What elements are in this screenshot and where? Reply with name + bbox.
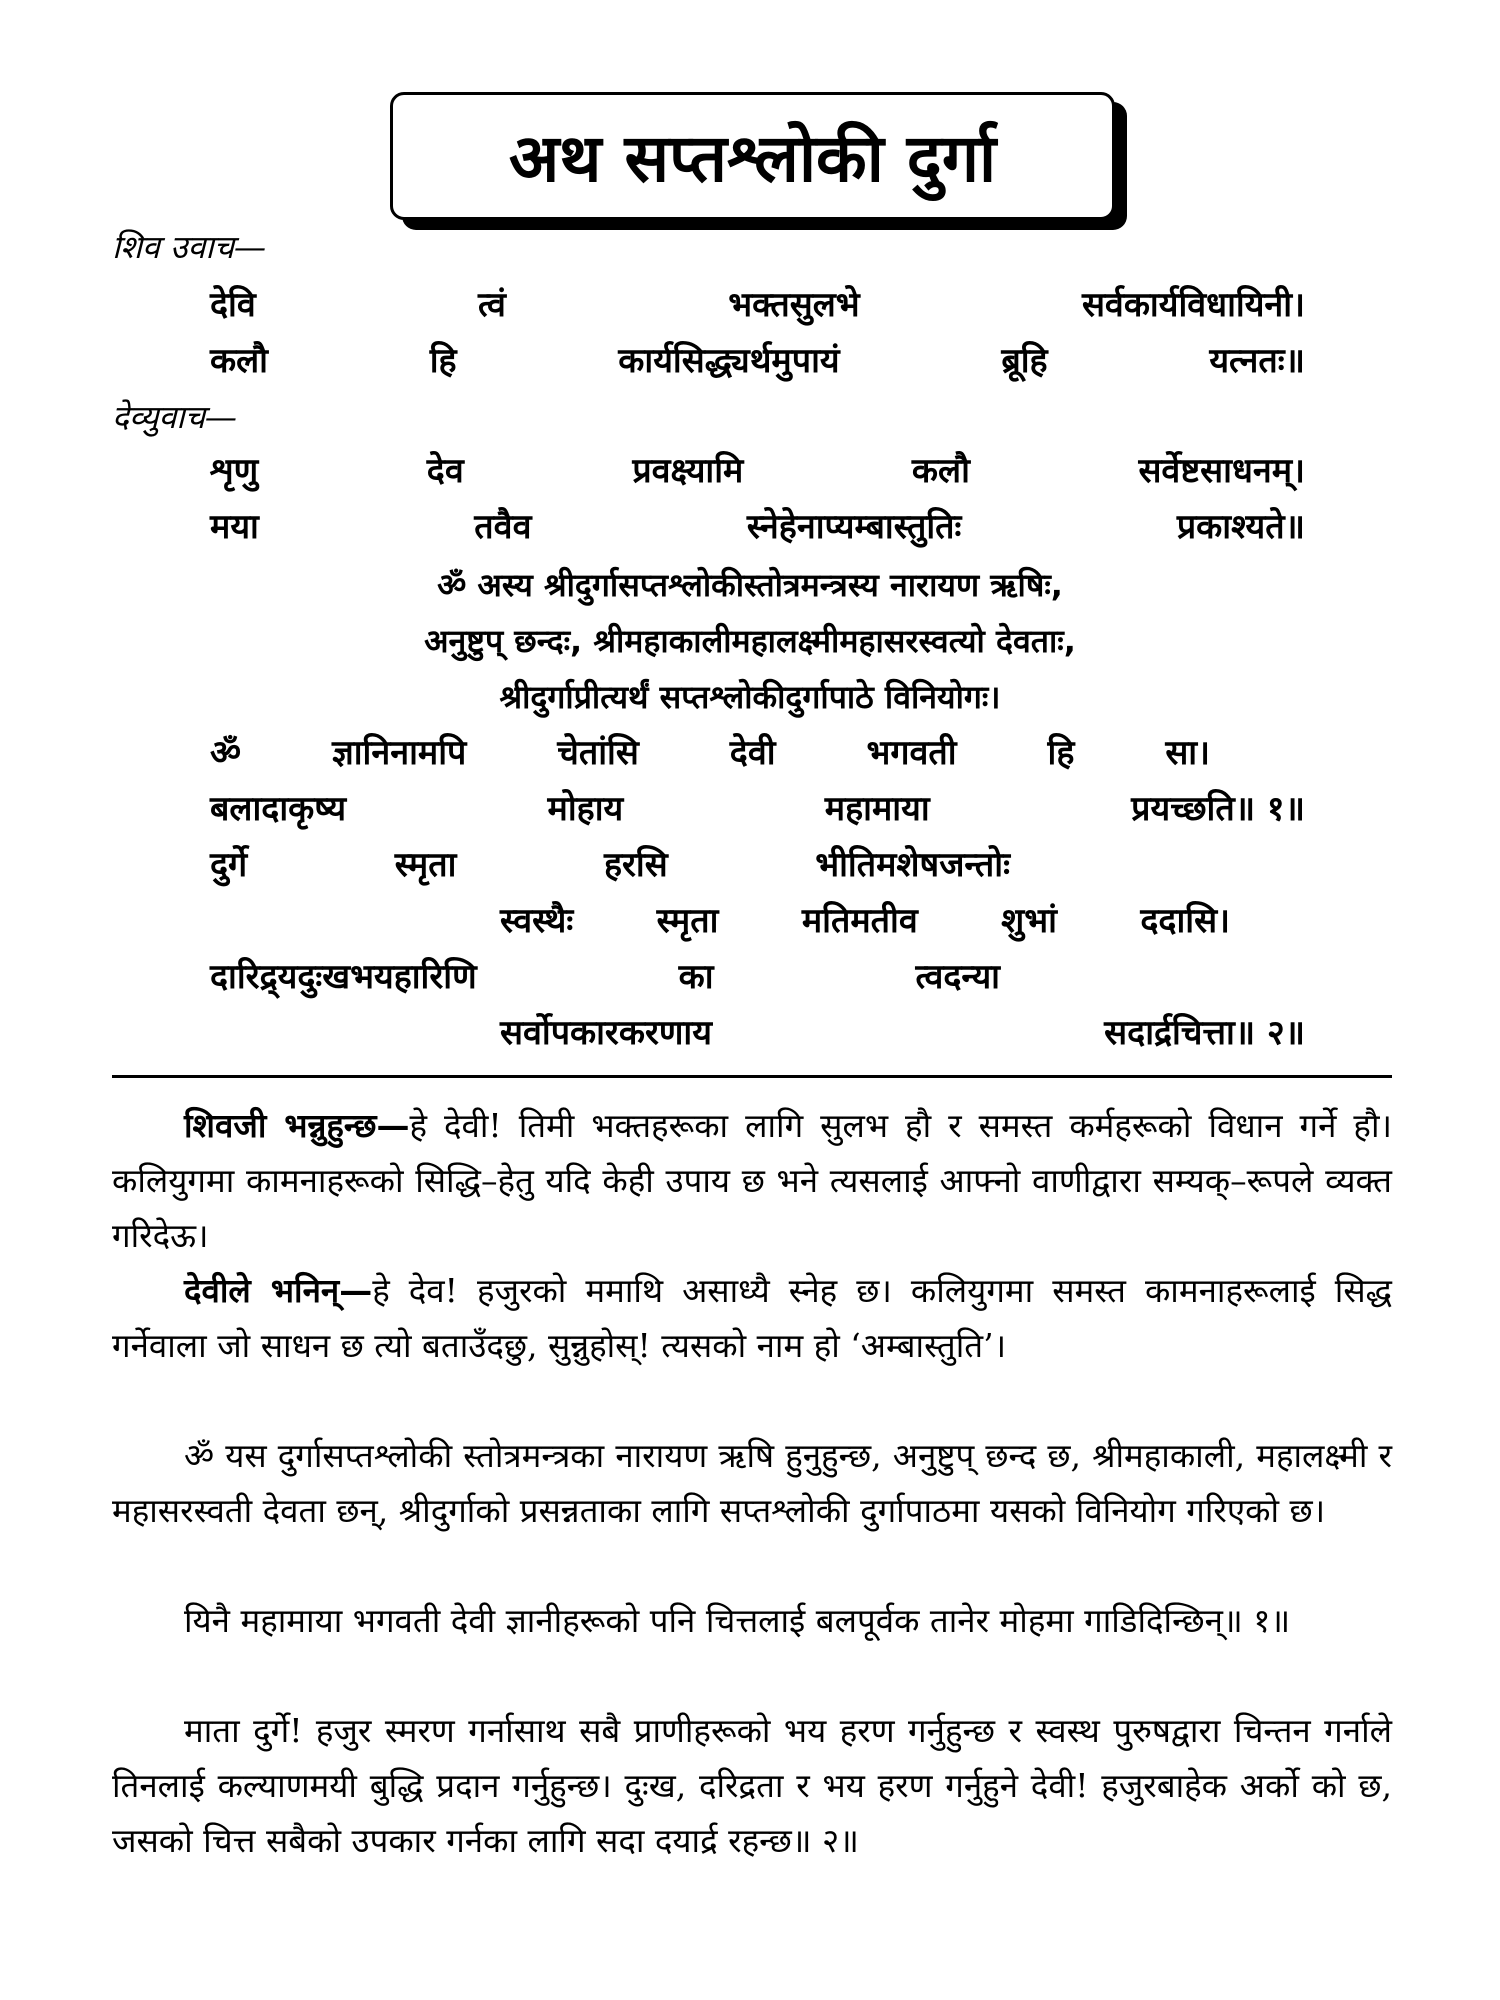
page-title: अथ सप्तश्लोकी दुर्गा bbox=[390, 92, 1115, 220]
paragraph-heading: देवीले भनिन्— bbox=[184, 1271, 373, 1310]
verse-line bbox=[210, 282, 1305, 328]
verse-word: सर्वेष्टसाधनम्। bbox=[1138, 451, 1305, 491]
verse-word: सा। bbox=[1165, 733, 1210, 773]
verse-word: मतिमतीव bbox=[801, 901, 918, 941]
verse-word: प्रयच्छति॥ १॥ bbox=[1131, 789, 1305, 829]
paragraph-text: ॐ यस दुर्गासप्तश्लोकी स्तोत्रमन्त्रका नारायण ऋषि हुनुहुन्छ, अनुष्टुप् छन्द छ, श्रीमहाकाली, महालक्ष्मी र महासरस्वती देवता छन्, श्रीदुर्गाको प्रसन्नताका लागि सप्तश्लोकी दुर्गापाठमा यसको विनियोग गरिएको छ। bbox=[112, 1436, 1392, 1530]
verse-line bbox=[210, 504, 1305, 550]
translation-paragraph bbox=[112, 1593, 1392, 1648]
paragraph-text: हे देव! हजुरको ममाथि असाध्यै स्नेह छ। कलियुगमा समस्त कामनाहरूलाई सिद्ध गर्नेवाला जो साधन छ त्यो बताउँदछु, सुन्नुहोस्! त्यसको नाम हो ‘अम्बास्तुति’। bbox=[112, 1271, 1392, 1365]
paragraph-text: माता दुर्गे! हजुर स्मरण गर्नासाथ सबै प्राणीहरूको भय हरण गर्नुहुन्छ र स्वस्थ पुरुषद्वारा चिन्तन गर्नाले तिनलाई कल्याणमयी बुद्धि प्रदान गर्नुहुन्छ। दुःख, दरिद्रता र भय हरण गर्नुहुने देवी! हजुरबाहेक अर्को को छ, जसको चित्त सबैको उपकार गर्नका लागि सदा दयार्द्र रहन्छ॥ २॥ bbox=[112, 1711, 1392, 1860]
verse-word: महामाया bbox=[824, 789, 930, 829]
verse-word: भगवती bbox=[866, 733, 957, 773]
verse-word: भक्तसुलभे bbox=[728, 285, 860, 325]
verse-word: बलादाकृष्य bbox=[210, 789, 347, 829]
translation-paragraph bbox=[112, 1263, 1392, 1373]
verse-word: स्मृता bbox=[656, 901, 719, 941]
verse-word: देवि bbox=[210, 285, 256, 325]
verse-word: दुर्गे bbox=[210, 845, 248, 885]
speaker-label-shiva: शिव उवाच— bbox=[112, 228, 266, 266]
speaker-label-devi: देव्युवाच— bbox=[112, 398, 237, 436]
verse-word: त्वदन्या bbox=[915, 957, 1000, 997]
verse-word: देव bbox=[426, 451, 464, 491]
viniyoga-line: अनुष्टुप् छन्दः, श्रीमहाकालीमहालक्ष्मीमहासरस्वत्यो देवताः, bbox=[424, 622, 1076, 660]
viniyoga-line: श्रीदुर्गाप्रीत्यर्थं सप्तश्लोकीदुर्गापाठे विनियोगः। bbox=[499, 678, 1001, 716]
verse-line bbox=[210, 842, 1010, 888]
verse-word: कलौ bbox=[210, 341, 268, 381]
verse-word: ददासि। bbox=[1140, 901, 1230, 941]
verse-word: ॐ bbox=[210, 733, 242, 773]
verse-line bbox=[500, 898, 1230, 944]
verse-word: दारिद्र्यदुःखभयहारिणि bbox=[210, 957, 477, 997]
verse-word: देवी bbox=[729, 733, 776, 773]
translation-paragraph bbox=[112, 1098, 1392, 1263]
translation-paragraph bbox=[112, 1428, 1392, 1538]
verse-word: कलौ bbox=[911, 451, 970, 491]
verse-word: कार्यसिद्ध्यर्थमुपायं bbox=[618, 341, 840, 381]
verse-word: सर्वकार्यविधायिनी। bbox=[1081, 285, 1305, 325]
verse-word: सदार्द्रचित्ता॥ २॥ bbox=[1104, 1013, 1305, 1053]
verse-word: शुभां bbox=[1001, 901, 1057, 941]
verse-word: हि bbox=[429, 341, 457, 381]
section-divider bbox=[112, 1075, 1392, 1078]
verse-word: भीतिमशेषजन्तोः bbox=[815, 845, 1010, 885]
verse-word: हि bbox=[1047, 733, 1075, 773]
verse-word: का bbox=[678, 957, 714, 997]
verse-word: शृणु bbox=[210, 451, 259, 491]
verse-word: यत्नतः॥ bbox=[1209, 341, 1305, 381]
paragraph-text: यिनै महामाया भगवती देवी ज्ञानीहरूको पनि चित्तलाई बलपूर्वक तानेर मोहमा गाडिदिन्छिन्॥ १॥ bbox=[184, 1601, 1291, 1640]
translation-paragraph bbox=[112, 1703, 1392, 1868]
verse-word: मया bbox=[210, 507, 259, 547]
paragraph-text: हे देवी! तिमी भक्तहरूका लागि सुलभ हौ र समस्त कर्महरूको विधान गर्ने हौ। कलियुगमा कामनाहरूको सिद्धि–हेतु यदि केही उपाय छ भने त्यसलाई आफ्नो वाणीद्वारा सम्यक्–रूपले व्यक्त गरिदेऊ। bbox=[112, 1106, 1392, 1255]
verse-word: स्नेहेनाप्यम्बास्तुतिः bbox=[746, 507, 962, 547]
verse-line bbox=[210, 786, 1305, 832]
verse-word: मोहाय bbox=[547, 789, 624, 829]
verse-word: सर्वोपकारकरणाय bbox=[500, 1013, 712, 1053]
verse-word: स्वस्थैः bbox=[500, 901, 574, 941]
verse-word: प्रवक्ष्यामि bbox=[632, 451, 744, 491]
verse-word: तवैव bbox=[474, 507, 532, 547]
verse-line bbox=[210, 448, 1305, 494]
viniyoga-line: ॐ अस्य श्रीदुर्गासप्तश्लोकीस्तोत्रमन्त्रस्य नारायण ऋषिः, bbox=[437, 566, 1063, 604]
verse-word: ब्रूहि bbox=[1001, 341, 1048, 381]
verse-word: त्वं bbox=[478, 285, 506, 325]
verse-word: चेतांसि bbox=[557, 733, 639, 773]
verse-word: ज्ञानिनामपि bbox=[331, 733, 467, 773]
verse-word: प्रकाश्यते॥ bbox=[1176, 507, 1305, 547]
verse-line bbox=[500, 1010, 1305, 1056]
verse-line bbox=[210, 730, 1210, 776]
paragraph-heading: शिवजी भन्नुहुन्छ— bbox=[184, 1106, 410, 1145]
verse-word: स्मृता bbox=[394, 845, 457, 885]
verse-line bbox=[210, 954, 1000, 1000]
verse-line bbox=[210, 338, 1305, 384]
verse-word: हरसि bbox=[603, 845, 668, 885]
